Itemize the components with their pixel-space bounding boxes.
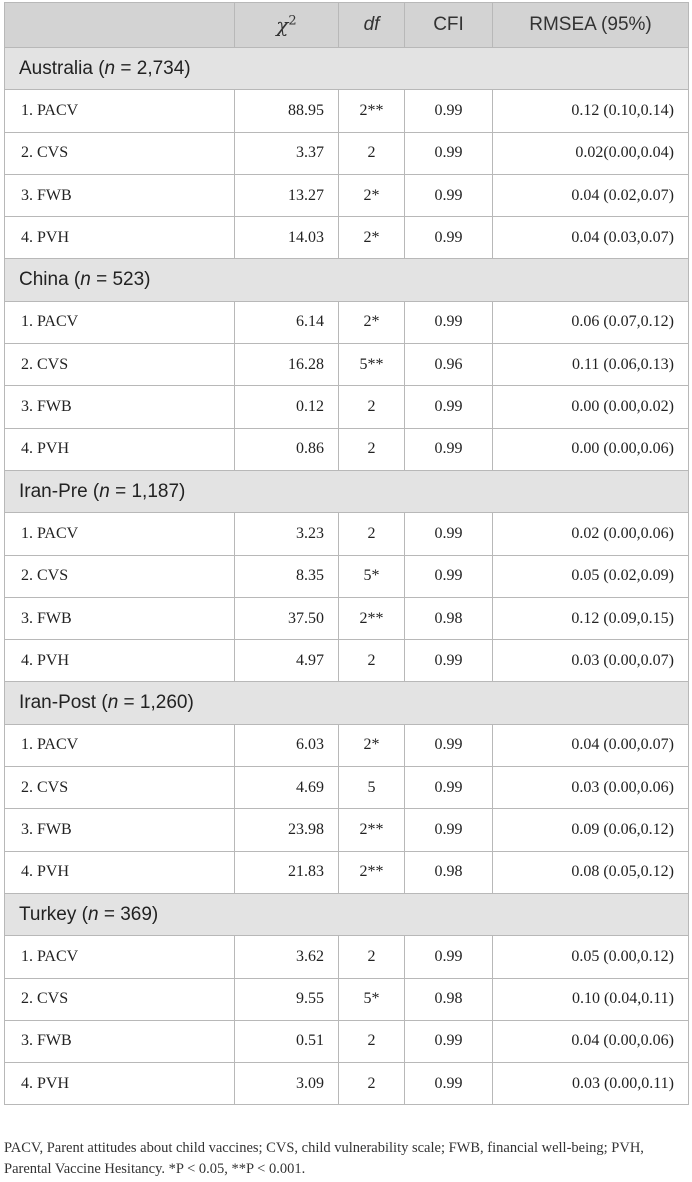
cell-df: 2** — [339, 809, 405, 851]
table-row — [5, 809, 689, 851]
cell-df: 2* — [339, 301, 405, 343]
cell-scale-label: 4. PVH — [5, 1063, 235, 1105]
group-title — [5, 893, 689, 935]
table-row — [5, 936, 689, 978]
cell-df: 2 — [339, 1020, 405, 1062]
cell-scale-label: 2. CVS — [5, 767, 235, 809]
cell-chi2: 3.09 — [235, 1063, 339, 1105]
table-row — [5, 386, 689, 428]
table-row — [5, 555, 689, 597]
table-row — [5, 724, 689, 766]
cell-chi2: 21.83 — [235, 851, 339, 893]
cell-scale-label: 2. CVS — [5, 132, 235, 174]
group-header-row — [5, 259, 689, 301]
group-n-label: n — [107, 692, 119, 714]
cell-scale-label: 1. PACV — [5, 936, 235, 978]
table-container — [4, 2, 688, 1105]
cell-cfi: 0.99 — [405, 936, 493, 978]
cell-cfi: 0.98 — [405, 978, 493, 1020]
table-row — [5, 301, 689, 343]
cell-chi2: 6.03 — [235, 724, 339, 766]
cell-df: 2 — [339, 386, 405, 428]
group-n-label: n — [104, 57, 116, 79]
group-n-label: n — [87, 903, 99, 925]
group-title — [5, 470, 689, 512]
group-n-label: n — [80, 269, 91, 291]
cell-chi2: 4.69 — [235, 767, 339, 809]
cell-scale-label: 1. PACV — [5, 724, 235, 766]
cell-rmsea: 0.12 (0.09,0.15) — [493, 597, 689, 639]
cell-scale-label: 4. PVH — [5, 640, 235, 682]
cell-rmsea: 0.00 (0.00,0.02) — [493, 386, 689, 428]
cell-cfi: 0.98 — [405, 597, 493, 639]
cell-scale-label: 1. PACV — [5, 301, 235, 343]
group-name: Iran-Pre ( — [19, 480, 100, 502]
table-footnote: PACV, Parent attitudes about child vaccines; CVS, child vulnerability scale; FWB, financial well-being; PVH, Parental Vaccine Hesitancy. *P < 0.05, **P < 0.001. — [4, 1140, 644, 1177]
table-row — [5, 851, 689, 893]
table-row — [5, 174, 689, 216]
header-df: df — [339, 3, 405, 48]
header-cfi: CFI — [405, 3, 493, 48]
header-rmsea: RMSEA (95%) — [493, 3, 689, 48]
cell-rmsea: 0.10 (0.04,0.11) — [493, 978, 689, 1020]
group-header-row — [5, 470, 689, 512]
cell-chi2: 9.55 — [235, 978, 339, 1020]
group-name: Australia ( — [19, 57, 105, 79]
table-row — [5, 132, 689, 174]
cell-df: 5 — [339, 767, 405, 809]
cell-cfi: 0.99 — [405, 1063, 493, 1105]
cell-rmsea: 0.00 (0.00,0.06) — [493, 428, 689, 470]
table-row — [5, 640, 689, 682]
group-n-value: = 2,734) — [115, 57, 191, 79]
cell-cfi: 0.99 — [405, 724, 493, 766]
cell-df: 2** — [339, 851, 405, 893]
cell-cfi: 0.99 — [405, 555, 493, 597]
group-name: China ( — [19, 269, 81, 291]
cell-chi2: 13.27 — [235, 174, 339, 216]
cell-df: 5* — [339, 555, 405, 597]
cell-rmsea: 0.04 (0.02,0.07) — [493, 174, 689, 216]
cell-rmsea: 0.03 (0.00,0.07) — [493, 640, 689, 682]
cell-rmsea: 0.03 (0.00,0.11) — [493, 1063, 689, 1105]
header-row — [5, 3, 689, 48]
header-chi2 — [235, 3, 339, 48]
cell-df: 2* — [339, 724, 405, 766]
cell-scale-label: 2. CVS — [5, 555, 235, 597]
table-row — [5, 1063, 689, 1105]
cell-scale-label: 4. PVH — [5, 851, 235, 893]
cell-chi2: 88.95 — [235, 90, 339, 132]
cell-df: 5** — [339, 344, 405, 386]
cell-cfi: 0.99 — [405, 386, 493, 428]
cell-cfi: 0.98 — [405, 851, 493, 893]
cell-rmsea: 0.04 (0.00,0.06) — [493, 1020, 689, 1062]
cell-scale-label: 2. CVS — [5, 344, 235, 386]
cell-rmsea: 0.05 (0.00,0.12) — [493, 936, 689, 978]
chi-exponent: 2 — [288, 12, 297, 28]
cell-df: 2 — [339, 132, 405, 174]
cell-rmsea: 0.02 (0.00,0.06) — [493, 513, 689, 555]
group-name: Turkey ( — [19, 903, 88, 925]
cell-df: 2** — [339, 90, 405, 132]
group-name: Iran-Post ( — [19, 692, 108, 714]
cell-rmsea: 0.04 (0.00,0.07) — [493, 724, 689, 766]
cell-scale-label: 4. PVH — [5, 428, 235, 470]
cell-scale-label: 3. FWB — [5, 809, 235, 851]
cell-chi2: 14.03 — [235, 217, 339, 259]
cell-chi2: 3.23 — [235, 513, 339, 555]
header-blank — [5, 3, 235, 48]
cell-cfi: 0.99 — [405, 217, 493, 259]
cell-chi2: 3.37 — [235, 132, 339, 174]
cell-chi2: 0.51 — [235, 1020, 339, 1062]
cell-scale-label: 1. PACV — [5, 90, 235, 132]
cell-cfi: 0.99 — [405, 809, 493, 851]
cell-chi2: 0.86 — [235, 428, 339, 470]
cell-rmsea: 0.04 (0.03,0.07) — [493, 217, 689, 259]
cell-scale-label: 2. CVS — [5, 978, 235, 1020]
group-n-value: = 1,260) — [118, 692, 194, 714]
cell-chi2: 0.12 — [235, 386, 339, 428]
cell-rmsea: 0.03 (0.00,0.06) — [493, 767, 689, 809]
cell-df: 2 — [339, 428, 405, 470]
cell-rmsea: 0.08 (0.05,0.12) — [493, 851, 689, 893]
cell-scale-label: 3. FWB — [5, 174, 235, 216]
cell-scale-label: 4. PVH — [5, 217, 235, 259]
group-n-value: = 523) — [90, 269, 151, 291]
cell-rmsea: 0.09 (0.06,0.12) — [493, 809, 689, 851]
chi-symbol: χ — [276, 12, 289, 37]
cell-cfi: 0.99 — [405, 513, 493, 555]
table-row — [5, 344, 689, 386]
cell-df: 2 — [339, 513, 405, 555]
cell-df: 2 — [339, 640, 405, 682]
group-n-value: = 369) — [98, 903, 159, 925]
group-n-value: = 1,187) — [109, 480, 186, 502]
cell-df: 2 — [339, 936, 405, 978]
cell-chi2: 23.98 — [235, 809, 339, 851]
table-row — [5, 217, 689, 259]
cell-chi2: 8.35 — [235, 555, 339, 597]
group-title — [5, 259, 689, 301]
cell-df: 2** — [339, 597, 405, 639]
cell-df: 2 — [339, 1063, 405, 1105]
cell-rmsea: 0.05 (0.02,0.09) — [493, 555, 689, 597]
cell-df: 2* — [339, 174, 405, 216]
cell-scale-label: 1. PACV — [5, 513, 235, 555]
cell-cfi: 0.99 — [405, 301, 493, 343]
table-row — [5, 1020, 689, 1062]
table-row — [5, 428, 689, 470]
cell-scale-label: 3. FWB — [5, 386, 235, 428]
group-header-row — [5, 893, 689, 935]
table-row — [5, 978, 689, 1020]
cell-chi2: 6.14 — [235, 301, 339, 343]
cell-cfi: 0.99 — [405, 1020, 493, 1062]
cell-rmsea: 0.11 (0.06,0.13) — [493, 344, 689, 386]
cell-df: 2* — [339, 217, 405, 259]
cell-df: 5* — [339, 978, 405, 1020]
group-title — [5, 48, 689, 90]
cell-scale-label: 3. FWB — [5, 597, 235, 639]
cell-rmsea: 0.12 (0.10,0.14) — [493, 90, 689, 132]
cell-chi2: 3.62 — [235, 936, 339, 978]
table-row — [5, 90, 689, 132]
cell-cfi: 0.99 — [405, 90, 493, 132]
cell-cfi: 0.99 — [405, 767, 493, 809]
group-header-row — [5, 682, 689, 724]
table-row — [5, 597, 689, 639]
cell-cfi: 0.96 — [405, 344, 493, 386]
cell-cfi: 0.99 — [405, 174, 493, 216]
cell-cfi: 0.99 — [405, 640, 493, 682]
cell-rmsea: 0.06 (0.07,0.12) — [493, 301, 689, 343]
table-row — [5, 767, 689, 809]
group-header-row — [5, 48, 689, 90]
table-row — [5, 513, 689, 555]
cell-scale-label: 3. FWB — [5, 1020, 235, 1062]
group-title — [5, 682, 689, 724]
cell-chi2: 16.28 — [235, 344, 339, 386]
cell-rmsea: 0.02(0.00,0.04) — [493, 132, 689, 174]
cell-chi2: 4.97 — [235, 640, 339, 682]
group-n-label: n — [99, 480, 110, 502]
cell-cfi: 0.99 — [405, 132, 493, 174]
cell-chi2: 37.50 — [235, 597, 339, 639]
cell-cfi: 0.99 — [405, 428, 493, 470]
fit-indices-table — [4, 2, 689, 1105]
